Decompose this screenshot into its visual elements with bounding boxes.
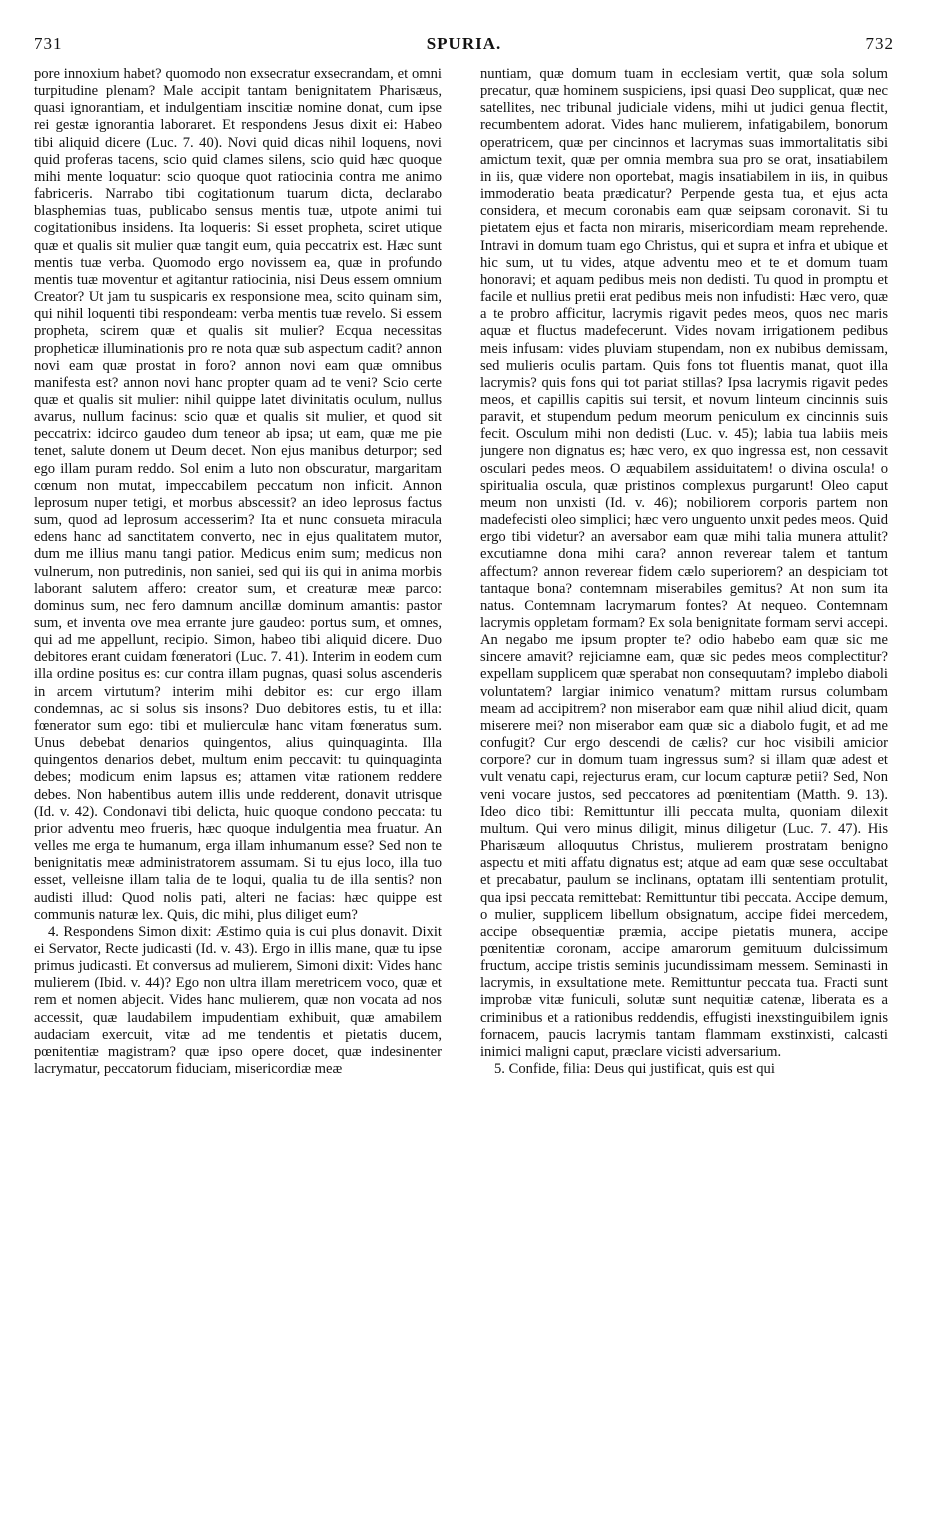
paragraph: 4. Respondens Simon dixit: Æstimo quia is cui plus donavit. Dixit ei Servator, Recte judicasti (Id. v. 43). Ergo in illis mane, quæ tu ipse primus judicasti. Et conversus ad mulierem, Simoni dixit: Vides hanc mulierem (Ibid. v. 44)? Ego non ultra illam meretricem voco, quæ et rem et nomen abjecit. Vides hanc mulierem, quæ non vocata ad nos accessit, quæ laudabilem impudentiam exhibuit, quæ amabilem audaciam exercuit, vitæ ad me tendentis et pietatis ducem, pœnitentiæ magistram? quæ ipso opere docet, quæ indesinenter lacrymatur, peccatorum fiduciam, misericordiæ meæ: [34, 923, 442, 1078]
page-number-left: 731: [34, 34, 63, 53]
paragraph: 5. Confide, filia: Deus qui justificat, quis est qui: [494, 1061, 775, 1078]
right-column: [480, 66, 888, 1526]
page-header: [34, 34, 894, 56]
paragraph: pore innoxium habet? quomodo non exsecratur exsecrandam, et omni turpitudine plenam? Male accipit tantam benignitatem Pharisæus, quasi ignorantiam, et indulgentiam inscitiæ nomine donat, cum ipse rei gestæ ignorantia laboraret. Et respondens Jesus dixit ei: Habeo tibi aliquid dicere (Luc. 7. 40). Novi quid dicas nihil loquens, novi quid proferas tacens, scio quid clames silens, scio quid hæc quoque mihi mente loquatur: scio quoque quot ratiocinia contra me animo fabriceris. Narrabo tibi cogitationum tuarum dicta, declarabo blasphemias tuas, publicabo sensus mentis tuæ, utpote animi tui cogitationibus insidens. Ita loqueris: Si esset propheta, sciret utique quæ et qualis sit mulier quæ tangit eum, quia peccatrix est. Hæc sunt mentis tuæ verba. Quomodo ergo novissem ea, quæ in profundo mentis tuæ moventur et agitantur ratiocinia, nisi Deus essem omnium Creator? Ut jam tu suspicaris ex responsione mea, scito quinam sim, qui nihil loquenti tibi respondeam: verba mentis tuæ revelo. Si essem propheta, scirem quæ et qualis sit mulier? Ecqua necessitas propheticæ illuminationis pro re nota quæ sub aspectum cadit? annon novi eam quæ prostat in foro? annon novi eam quæ omnibus manifesta est? annon novi hanc propter quam ad te veni? Scio certe quæ et qualis sit mulier: nihil quippe latet divinitatis oculum, nullus avarus, nullum facinus: scio quæ et qualis sit mulier, et quod sit peccatrix: idcirco gaudeo dum teneor ab ipsa; ut eam, quæ me pie tenet, salute donem ut Deum decet. Non ejus manibus deturpor; sed ego illam puram reddo. Sol enim a luto non obscuratur, margaritam cœnum non mutat, impeccabilem peccatum non inficit. Annon leprosum nuper tetigi, et morbus abscessit? an ideo leprosus factus sum, quod ad leprosum accesserim? Ita et nunc consueta miracula edens hanc ad sanctitatem converto, nec in ejus qualitatem mutor, dum me illius manu tangi patior. Medicus enim sum; medicus non vulnerum, non putredinis, non saniei, sed qui iis qui in anima morbis laborant salutem affero: creator sum, et creaturæ meæ parco: dominus sum, nec fero damnum ancillæ dominum amantis: pastor sum, et inventa ove mea errante jure gaudeo: portus sum, et omnes, qui ad me appellunt, recipio. Simon, habeo tibi aliquid dicere. Duo debitores erant cuidam fœneratori (Luc. 7. 41). Interim in eodem cum illa ordine positus es: cur contra illam pugnas, quasi solus ascenderis in arcem virtutum? interim mihi debitor es: cur ergo illam condemnas, ac si solus sis insons? Duo debitores estis, tu et illa: fœnerator sum ego: tibi et mulierculæ hanc vitam fœneratus sum. Unus debebat denarios quingentos, alius quinquaginta. Illa quingentos denarios debet, multum enim peccavit: tu quinquaginta debes; modicum enim lapsus es; attamen vitæ rationem reddere debes. Non habentibus autem illis unde redderent, donavit utrisque (Id. v. 42). Condonavi tibi delicta, huic quoque condono peccata: tu prior adventu meo frueris, hæc quoque indulgentia mea fruatur. An velles me erga te humanum, erga illam inhumanum esse? Sed non te benignitatis meæ administratorem assumam. Si tu ejus loco, illa tuo esset, velleisne illam talia de te loqui, qualia tu de illa sentis? non audisti illud: Quod nolis pati, alteri ne facias: hæc quippe est communis naturæ lex. Quis, dic mihi, plus diliget eum?: [34, 66, 442, 923]
left-column: [34, 66, 442, 1526]
running-title: SPURIA.: [426, 34, 502, 53]
page-number-right: 732: [865, 34, 894, 53]
paragraph: nuntiam, quæ domum tuam in ecclesiam vertit, quæ sola solum precatur, quæ hominem suspiciens, ipsi quasi Deo supplicat, quæ nec satellites, nec tribunal judiciale videns, mihi ut judici genua flectit, recumbentem adorat. Vides hanc mulierem, infatigabilem, bonorum operatricem, quæ per cincinnos et lacrymas suas immortalitatis sibi amictum texit, quæ per omnia membra sua pro se orat, insatiabilem in iis, quæ videre non oportebat, magis insatiabilem in iis, in quibus immoderatio beata prædicatur? Perpende gesta tua, et ejus acta considera, et mecum coronabis eam quæ seipsam coronavit. Si tu pietatem ejus et facta non miraris, misericordiam meam reprehende. Intravi in domum tuam ego Christus, qui et supra et infra et ubique et hic sum, ut tu vides, atque adventu meo et te et domum tuam honoravi; et aquam pedibus meis non dedisti. Tu quod in promptu et facile et nullius pretii erat pedibus meis non infudisti: Hæc vero, quæ a te probro afficitur, lacrymis rigavit pedes meos, quos nec maris aquæ et fluctus madefecerunt. Vides novam irrigationem pedibus meis infusam: vides pluviam stupendam, non ex nubibus demissam, sed mulieris oculis partam. Quis fons tot fluentis manat, quot illa lacrymis? quis fons qui tot pariat stillas? Ipsa lacrymis rigavit pedes meos, et capillis capitis sui tersit, et novum linteum cincinnis suis paravit, et stupendum pedum meorum peniculum ex cincinnis suis fecit. Osculum mihi non dedisti (Luc. v. 45); labia tua labiis meis jungere non dignatus es; hæc vero, ex quo ingressa est, non cessavit osculari pedes meos. O æquabilem assiduitatem! o divina oscula! o spiritualia oscula, quæ pristinos complexus purgarunt! Oleo caput meum non unxisti (Id. v. 46); nobiliorem corporis partem non madefecisti oleo simplici; hæc vero unguento unxit pedes meos. Quid ergo tibi videtur? an aversabor eam quæ mihi talia munera attulit? excutiamne dona mihi cara? annon reverear talem et tantum affectum? annon reverear fidem cælo superiorem? an despiciam tot tantaque bona? contemnam miserabiles gemitus? At non sum ita natus. Contemnam lacrymarum fontes? At nequeo. Contemnam lacrymis oppletam formam? Ex sola benignitate formam servi accepi. An negabo me ipsum propter te? odio habebo eam quæ sic me sincere amavit? rejiciamne eam, quæ sic pedes meos complectitur? expellam supplicem quæ sperabat non consequutam? implebo diaboli voluntatem? largiar inimico venatum? mittam rursus columbam meam ad accipitrem? non miserabor eam quæ nihil aliud dicit, quam miserere mei? non miserabor eam quæ sic a diabolo fugit, et ad me confugit? Cur ergo descendi de cælis? cur hoc visibili amicior corpore? cur in domum tuam ingressus sum? si illam quæ adest et vult venatu capi, rejecturus eram, cur locum capturæ petii? Sed, Non veni vocare justos, sed peccatores ad pœnitentiam (Matth. 9. 13). Ideo dico tibi: Remittuntur illi peccata multa, quoniam dilexit multum. Qui vero minus diligit, minus diligetur (Luc. 7. 47). His Pharisæum alloquutus Christus, mulierem prostratam benigno aspectu et miti affatu dignatus est; atque ad eam quæ sese occultabat et precabatur, paulum se inclinans, optatam illi sententiam protulit, qua ipsi peccata remittebat: Remittuntur tibi peccata. Accipe demum, o mulier, supplicem libellum obsignatum, accipe fidei mercedem, accipe obsequentiæ præmia, accipe pietatis munera, accipe pœnitentiæ coronam, accipe amarorum gemituum dulcissimum fructum, accipe tristis seminis jucundissimam messem. Seminasti in lacrymis, in exsultatione mete. Remittuntur peccata tua. Fracti sunt improbæ vitæ funiculi, solutæ sunt nequitiæ catenæ, liberata es a criminibus et a rationibus reddendis, effugisti inexstinguibilem ignis fornacem, paucis lacrymis tantam flammam exstinxisti, calcasti inimici maligni caput, præclare vicisti adversarium.: [480, 66, 888, 1060]
